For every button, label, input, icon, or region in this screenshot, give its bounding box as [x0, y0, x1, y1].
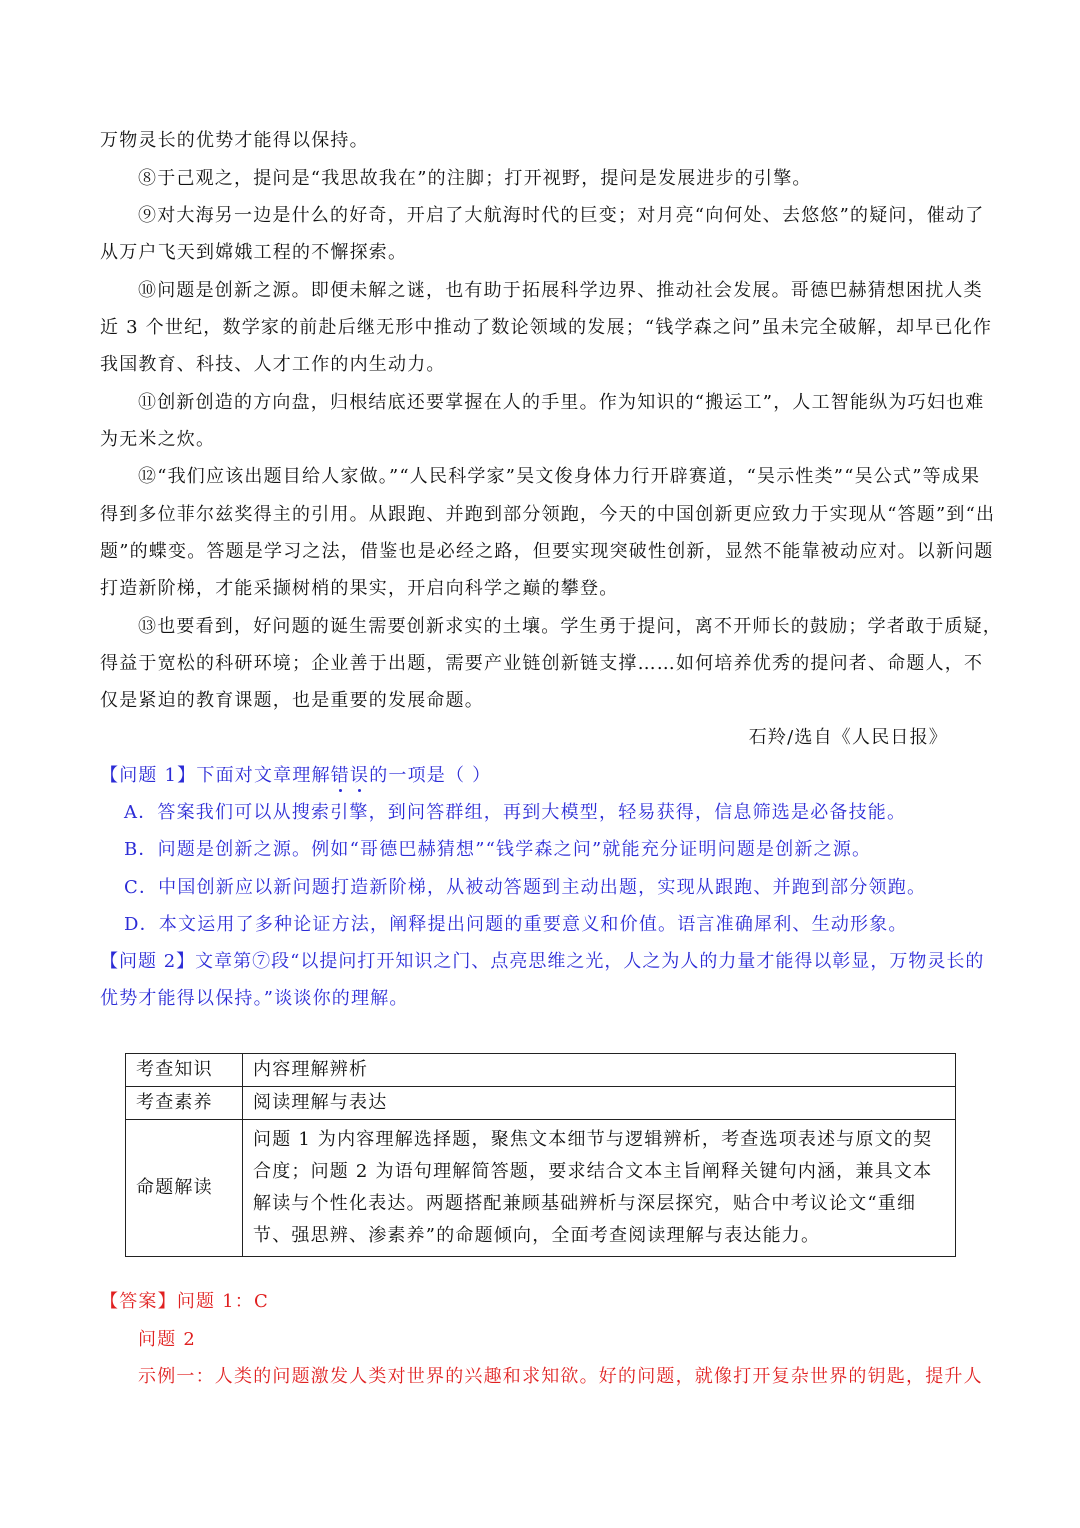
- answer-label: 【答案】: [100, 1291, 177, 1312]
- analysis-table: [125, 1053, 956, 1257]
- table-row: [126, 1054, 956, 1087]
- body-line: 近 3 个世纪，数学家的前赴后继无形中推动了数论领域的发展；“钱学森之问”虽未完全破解，却早已化作: [100, 317, 993, 338]
- answer-example-1: 示例一：人类的问题激发人类对世界的兴趣和求知欲。好的问题，就像打开复杂世界的钥匙，提升人: [138, 1366, 983, 1387]
- option-b: B．问题是创新之源。例如“哥德巴赫猜想”“钱学森之问”就能充分证明问题是创新之源。: [124, 839, 872, 860]
- body-line: 为无米之炊。: [100, 429, 216, 450]
- table-key: 考查知识: [126, 1054, 243, 1087]
- answer-q2-title: 问题 2: [138, 1329, 196, 1350]
- table-row: [126, 1120, 956, 1257]
- table-value-line: 节、强思辨、渗素养”的命题倾向，全面考查阅读理解与表达能力。: [253, 1225, 821, 1246]
- table-value: 阅读理解与表达: [243, 1087, 956, 1120]
- emphasis-char: 错: [330, 765, 350, 786]
- body-line: ⑩问题是创新之源。即便未解之谜，也有助于拓展科学边界、推动社会发展。哥德巴赫猜想困扰人类: [138, 280, 983, 301]
- table-value: [243, 1120, 956, 1257]
- option-d: D．本文运用了多种论证方法，阐释提出问题的重要意义和价值。语言准确犀利、生动形象。: [124, 914, 908, 935]
- body-line: 题”的蝶变。答题是学习之法，借鉴也是必经之路，但要实现突破性创新，显然不能靠被动应对。以新问题: [100, 541, 994, 562]
- emphasis-char: 误: [349, 765, 370, 786]
- body-line: ⑬也要看到，好问题的诞生需要创新求实的土壤。学生勇于提问，离不开师长的鼓励；学者敢于质疑，: [138, 616, 1002, 637]
- table-value-line: 问题 1 为内容理解选择题，聚焦文本细节与逻辑辨析，考查选项表述与原文的契: [253, 1129, 933, 1150]
- option-a: A．答案我们可以从搜索引擎，到问答群组，再到大模型，轻易获得，信息筛选是必备技能。: [124, 802, 907, 823]
- body-line: 万物灵长的优势才能得以保持。: [100, 130, 369, 151]
- question-2-line: 【问题 2】文章第⑦段“以提问打开知识之门、点亮思维之光，人之为人的力量才能得以彰显，万物灵长的: [100, 951, 985, 972]
- answer-q1: 问题 1：C: [176, 1291, 269, 1312]
- question-1-stem: [100, 763, 980, 789]
- table-key: 考查素养: [126, 1087, 243, 1120]
- option-c: C．中国创新应以新问题打造新阶梯，从被动答题到主动出题，实现从跟跑、并跑到部分领跑。: [124, 877, 927, 898]
- table-value-line: 解读与个性化表达。两题搭配兼顾基础辨析与深层探究，贴合中考议论文“重细: [253, 1193, 917, 1214]
- body-line: ⑨对大海另一边是什么的好奇，开启了大航海时代的巨变；对月亮“向何处、去悠悠”的疑问，催动了: [138, 205, 985, 226]
- body-line: ⑫“我们应该出题目给人家做。”“人民科学家”吴文俊身体力行开辟赛道，“吴示性类”“吴公式”等成果: [138, 466, 981, 487]
- body-line: ⑪创新创造的方向盘，归根结底还要掌握在人的手里。作为知识的“搬运工”，人工智能纵为巧妇也难: [138, 392, 985, 413]
- body-line: 仅是紧迫的教育课题，也是重要的发展命题。: [100, 690, 484, 711]
- question-1-suffix: 的一项是（ ）: [369, 765, 492, 786]
- body-line: ⑧于己观之，提问是“我思故我在”的注脚；打开视野，提问是发展进步的引擎。: [138, 168, 812, 189]
- body-line: 得益于宽松的科研环境；企业善于出题，需要产业链创新链支撑……如何培养优秀的提问者、命题人，不: [100, 653, 984, 674]
- table-key: 命题解读: [126, 1120, 243, 1257]
- table-row: [126, 1087, 956, 1120]
- table-value-line: 合度；问题 2 为语句理解简答题，要求结合文本主旨阐释关键句内涵，兼具文本: [253, 1161, 933, 1182]
- body-line: 得到多位菲尔兹奖得主的引用。从跟跑、并跑到部分领跑，今天的中国创新更应致力于实现从“答题”到“出: [100, 504, 996, 525]
- answer-line: [100, 1289, 980, 1315]
- body-line: 从万户飞天到嫦娥工程的不懈探索。: [100, 242, 408, 263]
- article-source: 石羚/选自《人民日报》: [748, 727, 948, 748]
- body-line: 我国教育、科技、人才工作的内生动力。: [100, 354, 446, 375]
- body-line: 打造新阶梯，才能采撷树梢的果实，开启向科学之巅的攀登。: [100, 578, 619, 599]
- table-value: 内容理解辨析: [243, 1054, 956, 1087]
- question-2-line: 优势才能得以保持。”谈谈你的理解。: [100, 988, 409, 1009]
- question-1-prefix: 【问题 1】下面对文章理解: [100, 765, 331, 786]
